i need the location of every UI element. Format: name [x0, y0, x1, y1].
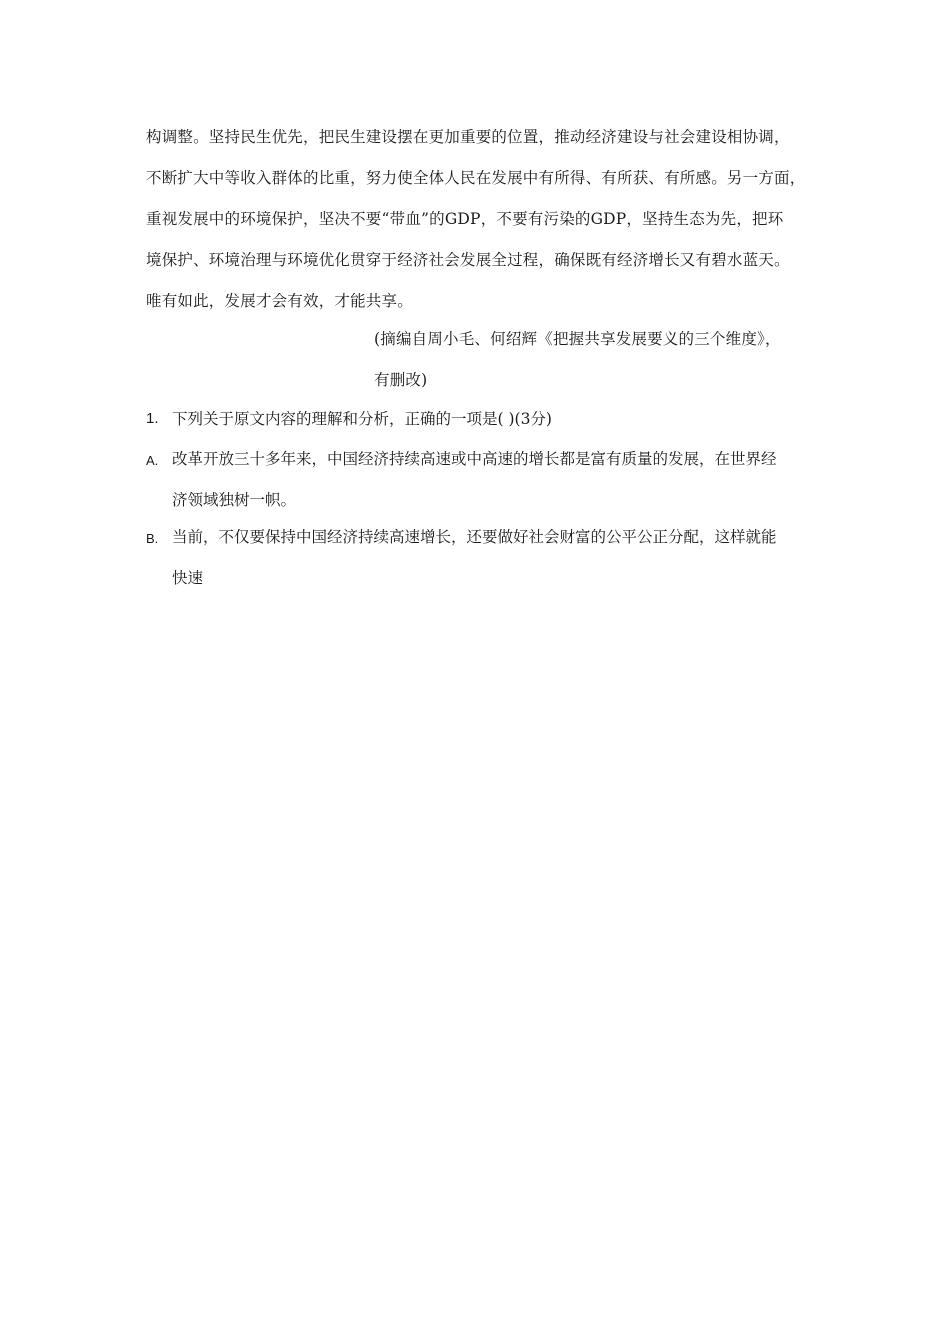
option-b-letter: B.	[146, 531, 159, 546]
option-b-text-line-2: 快速	[172, 569, 204, 587]
passage-line-2: 不断扩大中等收入群体的比重，努力使全体人民在发展中有所得、有所获、有所感。另一方面，	[146, 169, 806, 187]
option-b-text-line-1: 当前，不仅要保持中国经济持续高速增长，还要做好社会财富的公平公正分配，这样就能	[172, 528, 777, 546]
passage-line-4: 境保护、环境治理与环境优化贯穿于经济社会发展全过程，确保既有经济增长又有碧水蓝天。	[146, 251, 790, 269]
passage-line-5: 唯有如此，发展才会有效，才能共享。	[146, 292, 413, 310]
option-a-text-line-1: 改革开放三十多年来，中国经济持续高速或中高速的增长都是富有质量的发展，在世界经	[172, 450, 777, 468]
passage-line-3: 重视发展中的环境保护，坚决不要“带血”的GDP，不要有污染的GDP，坚持生态为先，把环	[146, 210, 784, 228]
source-citation-line-1: (摘编自周小毛、何绍辉《把握共享发展要义的三个维度》，	[374, 330, 781, 348]
source-citation-line-2: 有删改)	[374, 371, 428, 389]
option-a-text-line-2: 济领域独树一帜。	[172, 491, 297, 509]
option-a-letter: A.	[146, 453, 159, 468]
passage-line-1: 构调整。坚持民生优先，把民生建设摆在更加重要的位置，推动经济建设与社会建设相协调，	[146, 128, 790, 146]
question-stem: 下列关于原文内容的理解和分析，正确的一项是( )(3分)	[172, 410, 552, 428]
question-number: 1.	[146, 410, 159, 427]
